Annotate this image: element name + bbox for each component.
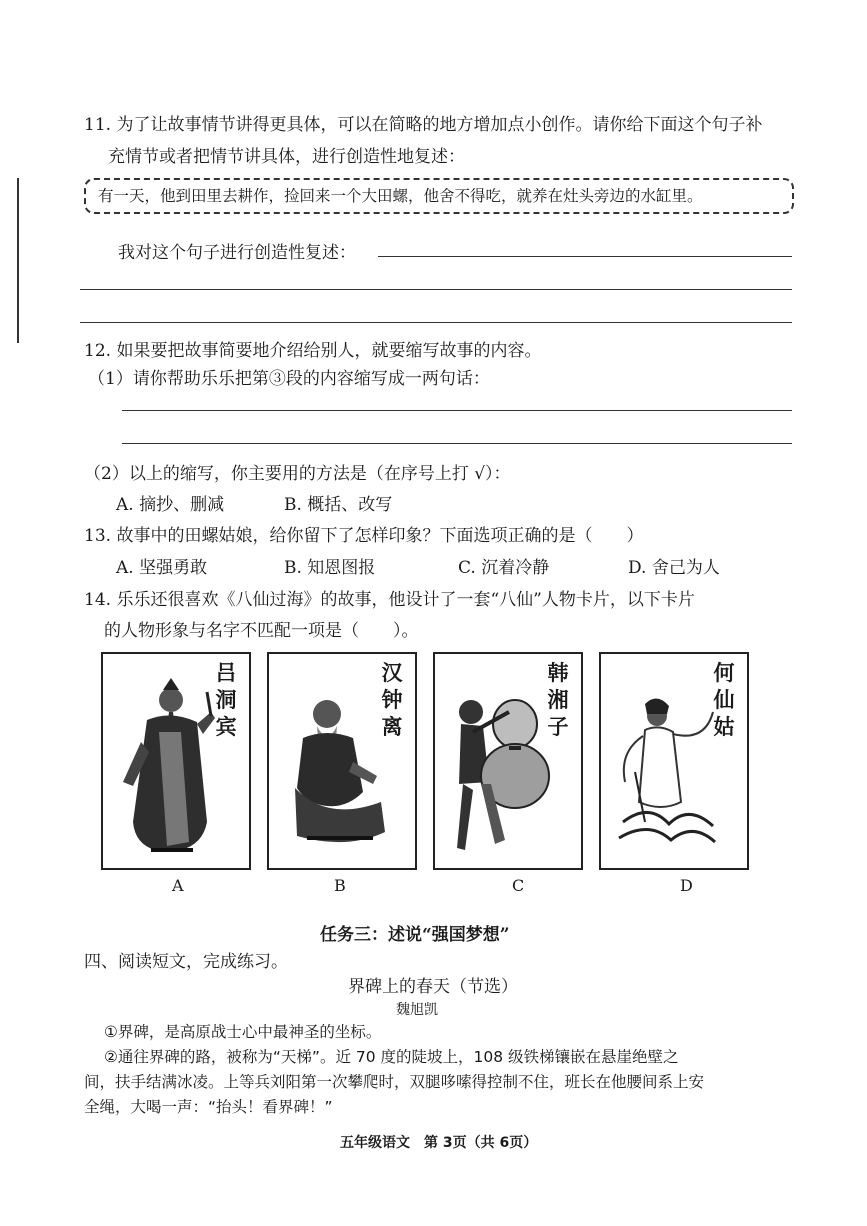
passage-paragraph-2-line1: ②通往界碑的路，被称为“天梯”。近 70 度的陡坡上，108 级铁梯镶嵌在悬崖绝壁之 <box>104 1048 679 1066</box>
q14-stem-line1: 14. 乐乐还很喜欢《八仙过海》的故事，他设计了一套“八仙”人物卡片，以下卡片 <box>84 590 695 610</box>
immortal-card-b[interactable] <box>267 652 417 870</box>
q11-boxed-sentence: 有一天，他到田里去耕作，捡回来一个大田螺，他舍不得吃，就养在灶头旁边的水缸里。 <box>84 178 794 214</box>
card-letter-a: A <box>172 876 184 895</box>
immortal-card-a[interactable] <box>101 652 251 870</box>
q11-answer-line[interactable] <box>80 322 792 323</box>
q11-answer-line[interactable] <box>378 256 792 257</box>
q13-option-b[interactable]: B. 知恩图报 <box>284 558 376 578</box>
passage-paragraph-1: ①界碑，是高原战士心中最神圣的坐标。 <box>104 1023 382 1041</box>
q12-part1: （1）请你帮助乐乐把第③段的内容缩写成一两句话： <box>88 369 490 389</box>
q11-answer-prompt: 我对这个句子进行创造性复述： <box>118 243 356 263</box>
q12-stem: 12. 如果要把故事简要地介绍给别人，就要缩写故事的内容。 <box>84 341 542 361</box>
q11-stem-line2: 充情节或者把情节讲具体，进行创造性地复述： <box>108 147 465 167</box>
female-immortal-figure-icon <box>609 672 721 864</box>
q14-stem-line2: 的人物形象与名字不匹配一项是（ ）。 <box>104 621 419 641</box>
card-name-b: 汉钟离 <box>381 661 403 739</box>
immortal-card-c[interactable] <box>433 652 583 870</box>
passage-title: 界碑上的春天（节选） <box>348 977 518 997</box>
q12-part2: （2）以上的缩写，你主要用的方法是（在序号上打 √）： <box>84 464 511 484</box>
section4-heading: 四、阅读短文，完成练习。 <box>84 952 288 972</box>
immortal-with-gourd-icon <box>443 672 555 864</box>
card-name-d: 何仙姑 <box>713 661 735 739</box>
passage-paragraph-2-line3: 全绳，大喝一声：“抬头！看界碑！” <box>84 1098 333 1116</box>
q12-option-b[interactable]: B. 概括、改写 <box>284 495 393 515</box>
task3-title: 任务三：述说“强国梦想” <box>320 925 510 945</box>
q13-option-a[interactable]: A. 坚强勇敢 <box>116 558 208 578</box>
card-name-c: 韩湘子 <box>547 661 569 739</box>
immortal-card-d[interactable] <box>599 652 749 870</box>
card-letter-c: C <box>512 876 525 895</box>
q12-answer-line[interactable] <box>122 410 792 411</box>
q13-option-d[interactable]: D. 舍己为人 <box>628 558 720 578</box>
card-letter-b: B <box>334 876 346 895</box>
passage-author: 魏旭凯 <box>396 1002 438 1018</box>
passage-paragraph-2-line2: 间，扶手结满冰凌。上等兵刘阳第一次攀爬时，双腿哆嗦得控制不住，班长在他腰间系上安 <box>84 1073 705 1091</box>
q11-answer-line[interactable] <box>80 289 792 290</box>
q13-option-c[interactable]: C. 沉着冷静 <box>458 558 550 578</box>
seated-immortal-figure-icon <box>277 672 389 864</box>
page-footer: 五年级语文 第 3页（共 6页） <box>340 1135 538 1151</box>
card-name-a: 吕洞宾 <box>215 661 237 739</box>
q13-stem: 13. 故事中的田螺姑娘，给你留下了怎样印象？下面选项正确的是（ ） <box>84 526 644 546</box>
q11-stem-line1: 11. 为了让故事情节讲得更具体，可以在简略的地方增加点小创作。请你给下面这个句子补 <box>84 115 763 135</box>
q12-answer-line[interactable] <box>122 443 792 444</box>
card-letter-d: D <box>680 876 693 895</box>
q12-option-a[interactable]: A. 摘抄、删减 <box>116 495 225 515</box>
robed-immortal-figure-icon <box>111 672 223 864</box>
binding-margin-line <box>17 178 19 343</box>
